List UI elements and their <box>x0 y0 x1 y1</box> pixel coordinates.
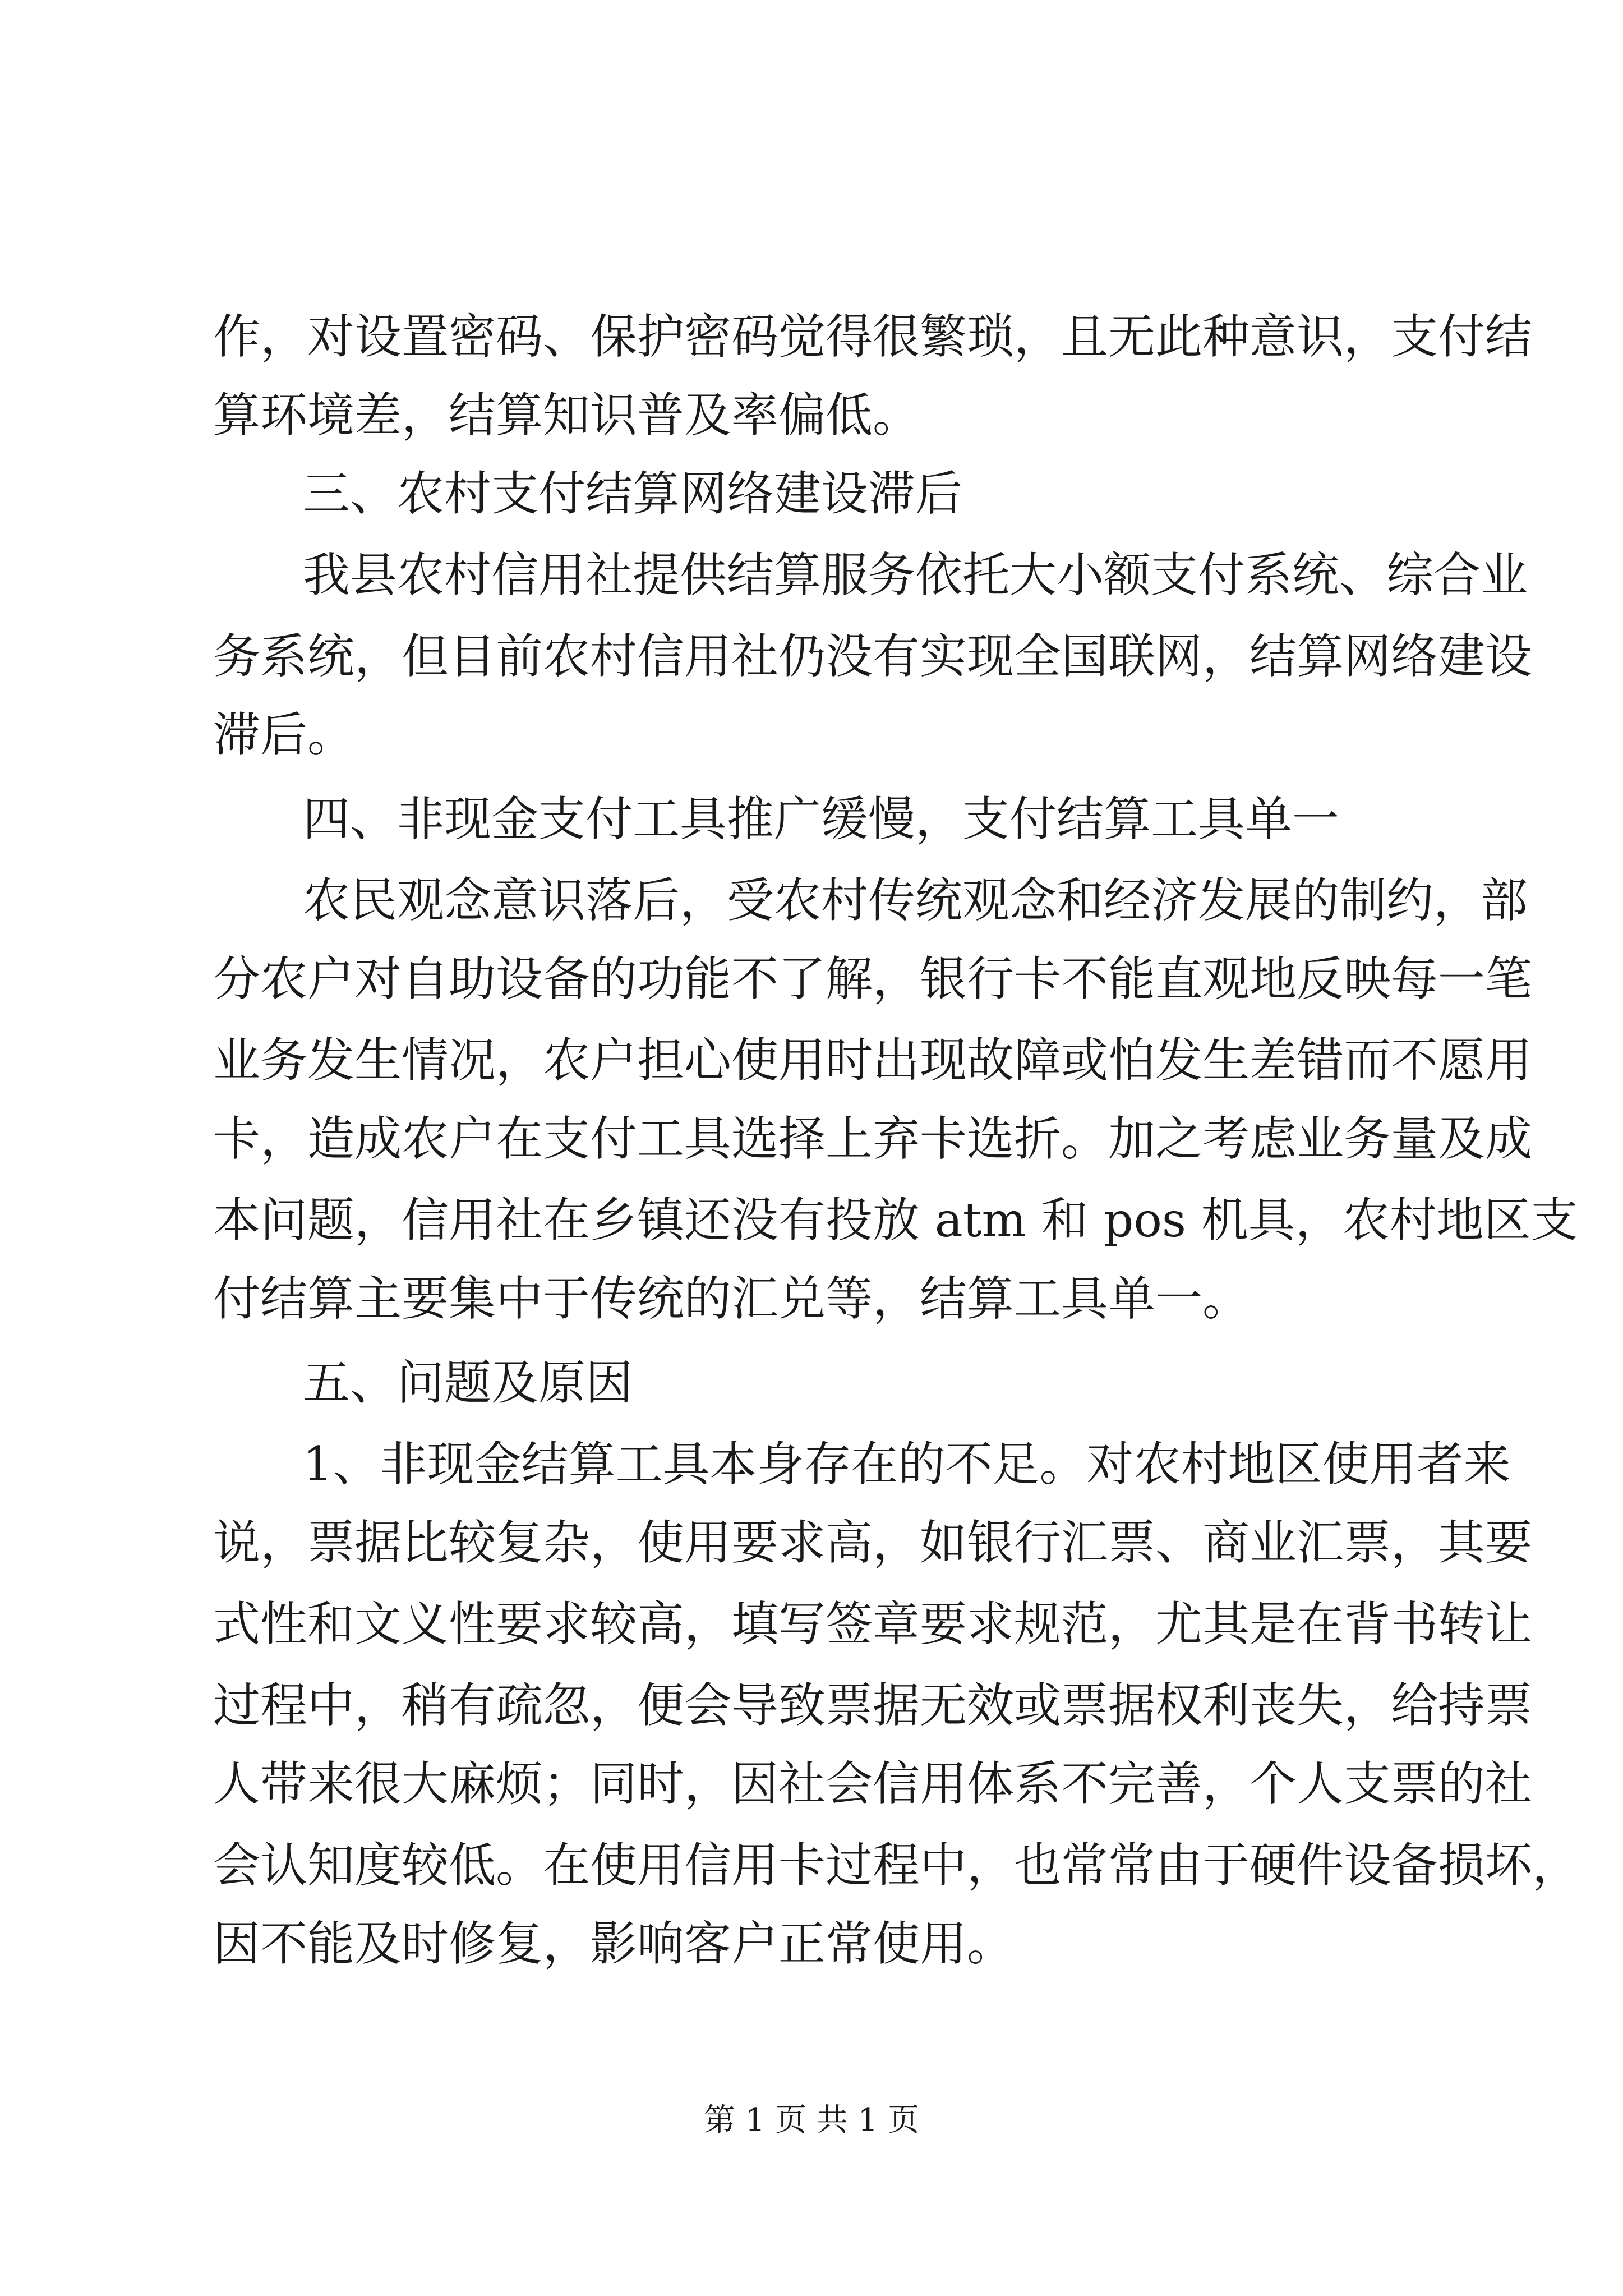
body-line: 会认知度较低。在使用信用卡过程中，也常常由于硬件设备损坏， <box>213 1838 1580 1893</box>
body-line: 我县农村信用社提供结算服务依托大小额支付系统、综合业 <box>303 547 1528 602</box>
body-line: 说，票据比较复杂，使用要求高，如银行汇票、商业汇票，其要 <box>213 1515 1533 1570</box>
body-line: 过程中，稍有疏忽，便会导致票据无效或票据权利丧失，给持票 <box>213 1678 1533 1733</box>
body-line: 卡，造成农户在支付工具选择上弃卡选折。加之考虑业务量及成 <box>213 1111 1533 1166</box>
section-heading: 三、农村支付结算网络建设滞后 <box>303 466 963 521</box>
body-line: 1、非现金结算工具本身存在的不足。对农村地区使用者来 <box>303 1437 1511 1492</box>
body-line: 式性和文义性要求较高，填写签章要求规范，尤其是在背书转让 <box>213 1596 1533 1651</box>
body-line: 人带来很大麻烦；同时，因社会信用体系不完善，个人支票的社 <box>213 1756 1533 1811</box>
body-line: 算环境差，结算知识普及率偏低。 <box>213 388 920 443</box>
section-heading: 五、问题及原因 <box>303 1355 633 1410</box>
body-line: 务系统，但目前农村信用社仍没有实现全国联网，结算网络建设 <box>213 629 1533 684</box>
body-line: 分农户对自助设备的功能不了解，银行卡不能直观地反映每一笔 <box>213 951 1533 1006</box>
section-heading: 四、非现金支付工具推广缓慢，支付结算工具单一 <box>303 792 1340 846</box>
body-line: 滞后。 <box>213 707 355 762</box>
page-footer: 第 1 页 共 1 页 <box>703 2102 920 2138</box>
body-line: 付结算主要集中于传统的汇兑等，结算工具单一。 <box>213 1271 1250 1326</box>
body-line: 因不能及时修复，影响客户正常使用。 <box>213 1916 1015 1971</box>
body-line: 本问题，信用社在乡镇还没有投放 atm 和 pos 机具，农村地区支 <box>213 1193 1578 1248</box>
body-line: 业务发生情况，农户担心使用时出现故障或怕发生差错而不愿用 <box>213 1033 1533 1088</box>
body-line: 作，对设置密码、保护密码觉得很繁琐，且无此种意识，支付结 <box>213 309 1533 364</box>
body-line: 农民观念意识落后，受农村传统观念和经济发展的制约，部 <box>303 873 1528 928</box>
